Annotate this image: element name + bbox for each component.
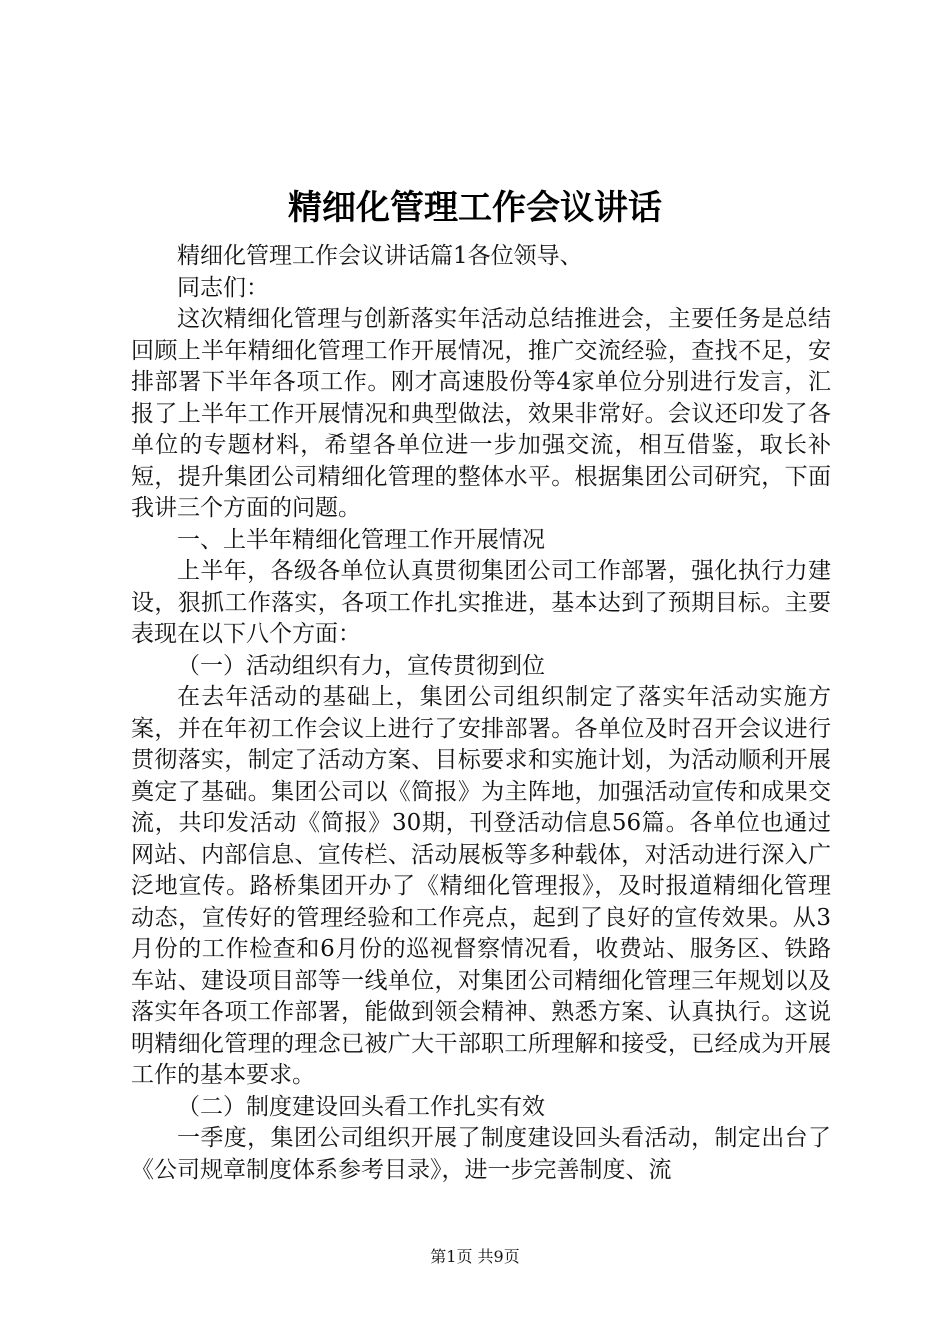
page-footer: 第1页 共9页 <box>430 1247 520 1266</box>
paragraph: 同志们： <box>177 274 269 301</box>
subsection-heading: （一）活动组织有力，宣传贯彻到位 <box>177 652 545 679</box>
subsection-heading: （二）制度建设回头看工作扎实有效 <box>177 1093 545 1120</box>
document-body <box>131 241 831 1186</box>
section-heading: 一、上半年精细化管理工作开展情况 <box>177 526 545 553</box>
paragraph: 一季度，集团公司组织开展了制度建设回头看活动，制定出台了《公司规章制度体系参考目录》，进一步完善制度、流 <box>131 1125 831 1183</box>
paragraph: 精细化管理工作会议讲话篇1各位领导、 <box>177 243 583 269</box>
paragraph: 在去年活动的基础上，集团公司组织制定了落实年活动实施方案，并在年初工作会议上进行了安排部署。各单位及时召开会议进行贯彻落实，制定了活动方案、目标要求和实施计划，为活动顺利开展奠定了基础。集团公司以《简报》为主阵地，加强活动宣传和成果交流，共印发活动《简报》30期，刊登活动信息56篇。各单位也通过网站、内部信息、宣传栏、活动展板等多种载体，对活动进行深入广泛地宣传。路桥集团开办了《精细化管理报》，及时报道精细化管理动态，宣传好的管理经验和工作亮点，起到了良好的宣传效果。从3月份的工作检查和6月份的巡视督察情况看，收费站、服务区、铁路车站、建设项目部等一线单位，对集团公司精细化管理三年规划以及落实年各项工作部署，能做到领会精神、熟悉方案、认真执行。这说明精细化管理的理念已被广大干部职工所理解和接受，已经成为开展工作的基本要求。 <box>131 684 831 1088</box>
document-title: 精细化管理工作会议讲话 <box>288 188 662 228</box>
paragraph: 这次精细化管理与创新落实年活动总结推进会，主要任务是总结回顾上半年精细化管理工作开展情况，推广交流经验，查找不足，安排部署下半年各项工作。刚才高速股份等4家单位分别进行发言，汇报了上半年工作开展情况和典型做法，效果非常好。会议还印发了各单位的专题材料，希望各单位进一步加强交流，相互借鉴，取长补短，提升集团公司精细化管理的整体水平。根据集团公司研究，下面我讲三个方面的问题。 <box>131 306 831 521</box>
paragraph: 上半年，各级各单位认真贯彻集团公司工作部署，强化执行力建设，狠抓工作落实，各项工作扎实推进，基本达到了预期目标。主要表现在以下八个方面： <box>131 558 831 647</box>
